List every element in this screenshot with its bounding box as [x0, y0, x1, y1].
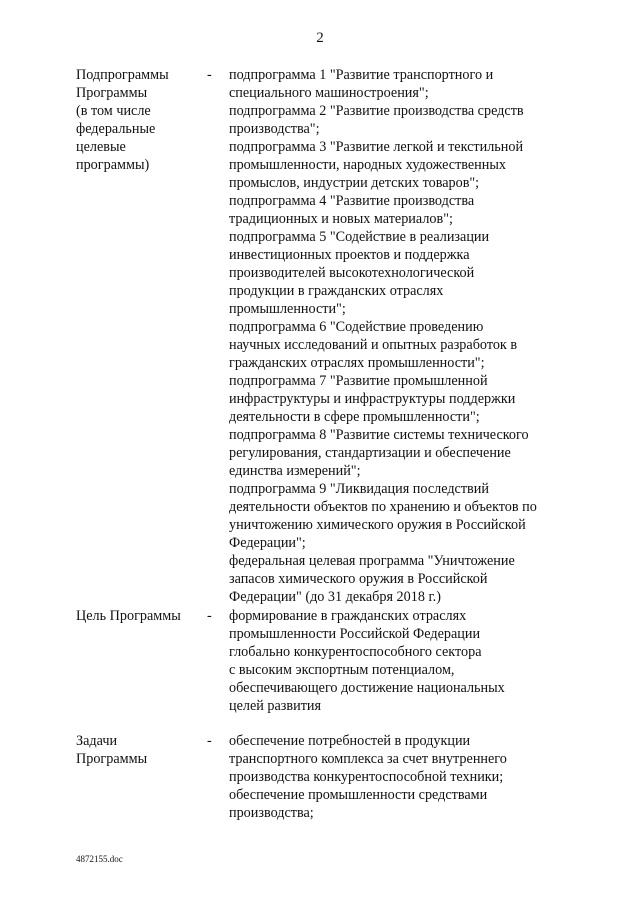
- content-line: подпрограмма 9 "Ликвидация последствий: [229, 481, 489, 497]
- label-line: (в том числе: [76, 103, 151, 119]
- content-line: подпрограмма 7 "Развитие промышленной: [229, 373, 488, 389]
- label-line: Задачи: [76, 733, 118, 749]
- section-label: [76, 732, 206, 768]
- content-line: единства измерений";: [229, 463, 361, 479]
- section-subprograms: [0, 66, 640, 605]
- section-content: [229, 732, 569, 822]
- content-line: гражданских отраслях промышленности";: [229, 355, 485, 371]
- content-line: научных исследований и опытных разработок в: [229, 337, 518, 353]
- dash-separator: -: [207, 608, 212, 624]
- content-line: целей развития: [229, 698, 322, 714]
- content-line: подпрограмма 8 "Развитие системы технического: [229, 427, 529, 443]
- content-line: деятельности в сфере промышленности";: [229, 409, 480, 425]
- page-number: 2: [316, 30, 324, 46]
- content-line: подпрограмма 6 "Содействие проведению: [229, 319, 484, 335]
- section-content: [229, 607, 569, 715]
- content-line: Федерации" (до 31 декабря 2018 г.): [229, 589, 441, 605]
- label-line: программы): [76, 157, 150, 173]
- content-line: промышленности";: [229, 301, 346, 317]
- content-line: подпрограмма 3 "Развитие легкой и текстильной: [229, 139, 524, 155]
- content-line: промыслов, индустрии детских товаров";: [229, 175, 480, 191]
- content-line: с высоким экспортным потенциалом,: [229, 662, 455, 678]
- content-line: подпрограмма 2 "Развитие производства средств: [229, 103, 524, 119]
- content-line: подпрограмма 4 "Развитие производства: [229, 193, 475, 209]
- content-line: обеспечение промышленности средствами: [229, 787, 488, 803]
- content-line: уничтожению химического оружия в Российской: [229, 517, 526, 533]
- content-line: традиционных и новых материалов";: [229, 211, 453, 227]
- label-line: федеральные: [76, 121, 156, 137]
- content-line: обеспечивающего достижение национальных: [229, 680, 505, 696]
- content-line: формирование в гражданских отраслях: [229, 608, 467, 624]
- section-label: [76, 66, 206, 174]
- section-tasks: [0, 732, 640, 827]
- content-line: производства конкурентоспособной техники;: [229, 769, 504, 785]
- content-line: производства";: [229, 121, 320, 137]
- document-filename: 4872155.doc: [76, 854, 123, 864]
- dash-separator: -: [207, 67, 212, 83]
- content-line: транспортного комплекса за счет внутреннего: [229, 751, 507, 767]
- label-line: целевые: [76, 139, 126, 155]
- content-line: подпрограмма 5 "Содействие в реализации: [229, 229, 490, 245]
- content-line: запасов химического оружия в Российской: [229, 571, 488, 587]
- label-line: Программы: [76, 751, 148, 767]
- content-line: деятельности объектов по хранению и объектов по: [229, 499, 537, 515]
- content-line: специального машиностроения";: [229, 85, 429, 101]
- section-goal: [0, 607, 640, 717]
- content-line: глобально конкурентоспособного сектора: [229, 644, 482, 660]
- content-line: продукции в гражданских отраслях: [229, 283, 444, 299]
- content-line: производства;: [229, 805, 314, 821]
- content-line: подпрограмма 1 "Развитие транспортного и: [229, 67, 494, 83]
- content-line: федеральная целевая программа "Уничтожение: [229, 553, 515, 569]
- label-line: Подпрограммы: [76, 67, 169, 83]
- content-line: инвестиционных проектов и поддержка: [229, 247, 470, 263]
- content-line: производителей высокотехнологической: [229, 265, 475, 281]
- section-label: [76, 607, 206, 625]
- content-line: Федерации";: [229, 535, 306, 551]
- section-content: [229, 66, 569, 606]
- label-line: Цель Программы: [76, 608, 181, 624]
- content-line: инфраструктуры и инфраструктуры поддержки: [229, 391, 516, 407]
- label-line: Программы: [76, 85, 148, 101]
- dash-separator: -: [207, 733, 212, 749]
- content-line: регулирования, стандартизации и обеспечение: [229, 445, 511, 461]
- content-line: промышленности, народных художественных: [229, 157, 506, 173]
- content-line: промышленности Российской Федерации: [229, 626, 481, 642]
- content-line: обеспечение потребностей в продукции: [229, 733, 471, 749]
